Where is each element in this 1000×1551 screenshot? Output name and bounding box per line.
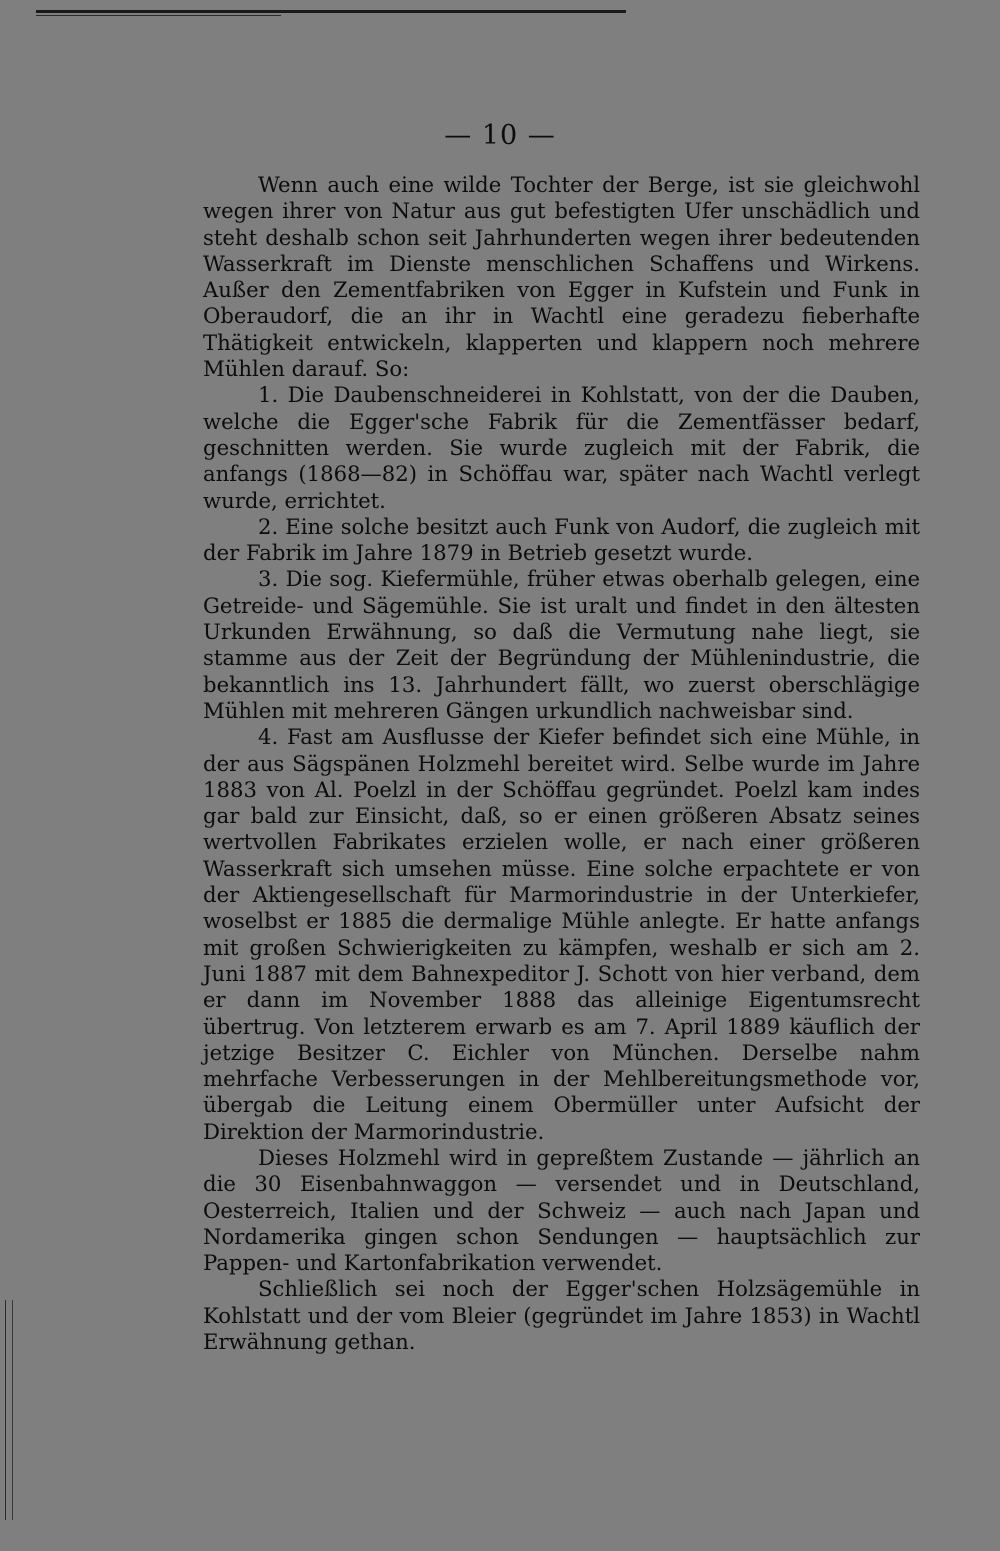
top-rule: [36, 10, 626, 13]
paragraph-intro: Wenn auch eine wilde Tochter der Berge, ist sie gleichwohl wegen ihrer von Natur aus gut befestigten Ufer unschädlich und steht deshalb schon seit Jahrhunderten wegen ihrer bedeutenden Wasserkraft im Dienste menschlichen Schaffens und Wirkens. Außer den Zementfabriken von Egger in Kufstein und Funk in Oberaudorf, die an ihr in Wachtl eine geradezu fieberhafte Thätigkeit entwickeln, klapperten und klappern noch mehrere Mühlen darauf. So:: [203, 172, 920, 382]
binding-edge-marks: [5, 1300, 13, 1520]
paragraph-item-4: 4. Fast am Ausflusse der Kiefer befindet sich eine Mühle, in der aus Sägspänen Holzmehl bereitet wird. Selbe wurde im Jahre 1883 von Al. Poelzl in der Schöffau gegründet. Poelzl kam indes gar bald zur Einsicht, daß, so er einen größeren Absatz seines wertvollen Fabrikates erzielen wolle, er nach einer größeren Wasserkraft sich umsehen müsse. Eine solche erpachtete er von der Aktiengesellschaft für Marmorindustrie in der Unterkiefer, woselbst er 1885 die dermalige Mühle anlegte. Er hatte anfangs mit großen Schwierigkeiten zu kämpfen, weshalb er sich am 2. Juni 1887 mit dem Bahnexpeditor J. Schott von hier verband, dem er dann im November 1888 das alleinige Eigentumsrecht übertrug. Von letzterem erwarb es am 7. April 1889 käuflich der jetzige Besitzer C. Eichler von München. Derselbe nahm mehrfache Verbesserungen in der Mehlbereitungsmethode vor, übergab die Leitung einem Obermüller unter Aufsicht der Direktion der Marmorindustrie.: [203, 724, 920, 1144]
paragraph-item-1: 1. Die Daubenschneiderei in Kohlstatt, von der die Dauben, welche die Egger'sche Fabrik für die Zementfässer bedarf, geschnitten werden. Sie wurde zugleich mit der Fabrik, die anfangs (1868—82) in Schöffau war, später nach Wachtl verlegt wurde, errichtet.: [203, 382, 920, 513]
page-body: [203, 172, 920, 1355]
paragraph-item-2: 2. Eine solche besitzt auch Funk von Audorf, die zugleich mit der Fabrik im Jahre 1879 in Betrieb gesetzt wurde.: [203, 513, 920, 566]
paragraph-item-3: 3. Die sog. Kiefermühle, früher etwas oberhalb gelegen, eine Getreide- und Sägemühle. Sie ist uralt und findet in den ältesten Urkunden Erwähnung, so daß die Vermutung nahe liegt, sie stamme aus der Zeit der Begründung der Mühlenindustrie, die bekanntlich ins 13. Jahrhundert fällt, wo zuerst oberschlägige Mühlen mit mehreren Gängen urkundlich nachweisbar sind.: [203, 566, 920, 723]
paragraph-closing: Schließlich sei noch der Egger'schen Holzsägemühle in Kohlstatt und der vom Bleier (gegründet im Jahre 1853) in Wachtl Erwähnung gethan.: [203, 1276, 920, 1355]
page-number: — 10 —: [444, 120, 556, 151]
paragraph-holzmehl: Dieses Holzmehl wird in gepreßtem Zustande — jährlich an die 30 Eisenbahnwaggon — versendet und in Deutschland, Oesterreich, Italien und der Schweiz — auch nach Japan und Nordamerika gingen schon Sendungen — hauptsächlich zur Pappen- und Kartonfabrikation verwendet.: [203, 1144, 920, 1276]
